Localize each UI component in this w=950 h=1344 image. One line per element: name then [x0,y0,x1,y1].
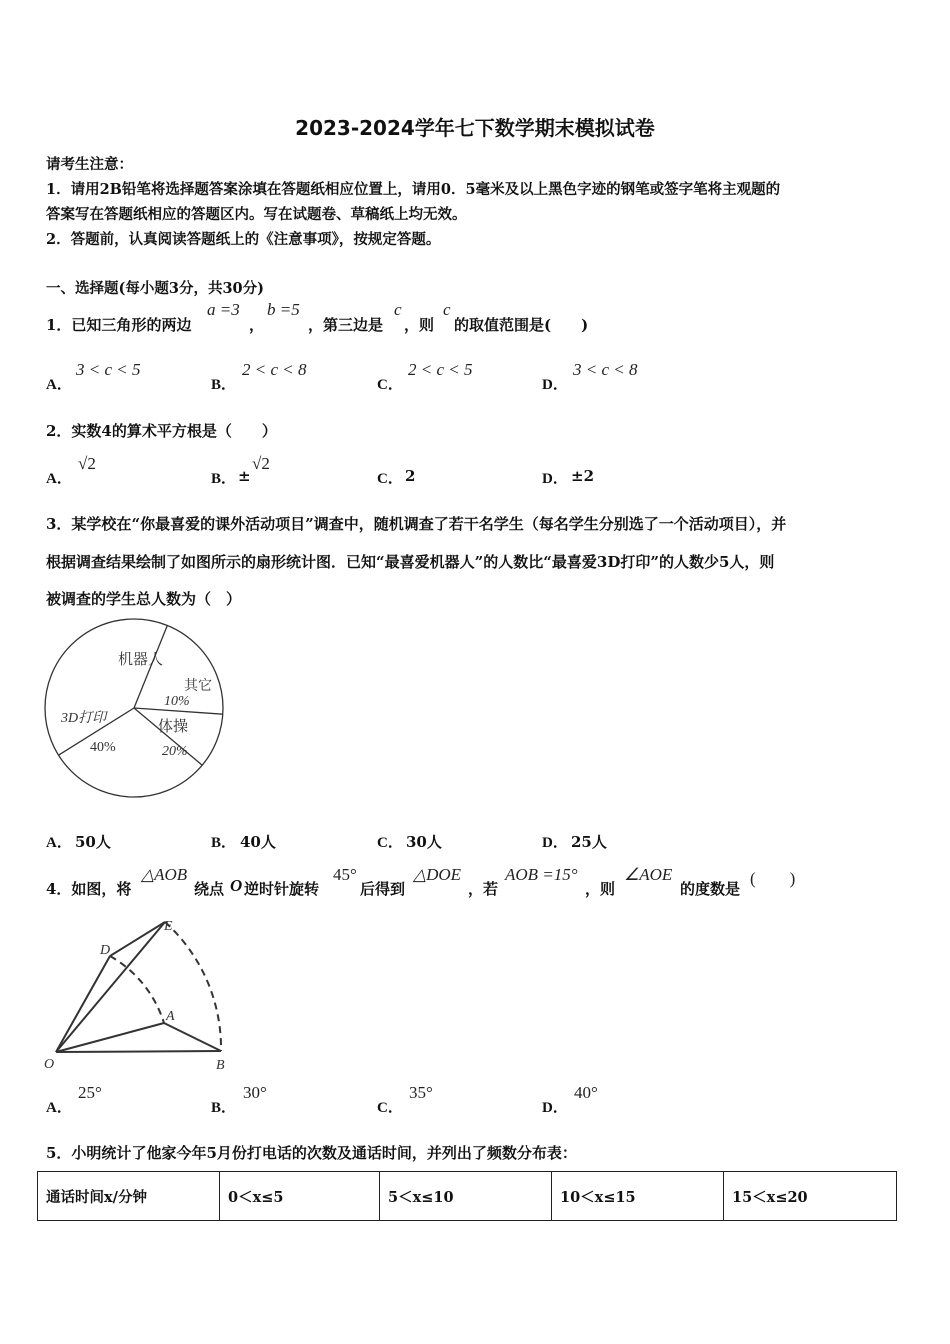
notice-line-2: 答案写在答题纸相应的答题区内。写在试题卷、草稿纸上均无效。 [46,206,467,223]
label-d: D [100,943,111,958]
notice-line-1: 1．请用2B铅笔将选择题答案涂填在答题纸相应位置上，请用0．5毫米及以上黑色字迹的钢笔或签字笔将主观题的 [46,181,781,198]
pie-chart [40,612,235,807]
notice-heading: 请考生注意： [46,156,133,173]
table-cell: 5＜x≤10 [380,1172,552,1221]
q2-option-d-label[interactable]: D． [542,471,568,487]
q4-triangle-aob: △AOB [141,865,188,884]
q3-option-d[interactable]: 25人 [571,833,607,851]
q1-option-b[interactable]: 2 < c < 8 [242,360,307,379]
q1-comma: ， [249,316,265,334]
q1-option-d-label[interactable]: D． [542,377,568,393]
segment-ab [164,1023,221,1051]
table-cell: 0＜x≤5 [220,1172,380,1221]
pie-label-other: 其它 [184,679,212,694]
segment-ob [56,1051,221,1052]
q3-option-a[interactable]: 50人 [75,833,111,851]
q4-rotation-angle: 45° [333,865,357,884]
segment-oa [56,1023,164,1052]
q4-mid-4: ，若 [468,880,499,898]
q1-option-a-label[interactable]: A． [46,377,72,393]
q1-b-value: b =5 [267,300,300,319]
q3-option-c[interactable]: 30人 [406,833,442,851]
segment-de [110,922,165,956]
pie-value-other: 10% [164,694,190,709]
segment-oe [56,922,165,1052]
q1-c-2: c [443,300,451,319]
q4-mid-3: 后得到 [360,880,406,898]
label-o: O [44,1057,55,1072]
table-header-cell: 通话时间x/分钟 [38,1172,220,1221]
section-heading: 一、选择题(每小题3分，共30分) [46,280,264,297]
q4-prefix: 4．如图，将 [46,880,132,898]
pie-label-3d: 3D打印 [61,711,107,726]
q1-prefix: 1．已知三角形的两边 [46,316,192,334]
q2-option-b-pm[interactable]: ± [238,467,251,485]
q4-option-b-label[interactable]: B． [211,1100,237,1116]
table-cell: 10＜x≤15 [552,1172,724,1221]
q4-suffix: 的度数是 [680,880,741,898]
q2-stem: 2．实数4的算术平方根是（ ） [46,422,277,440]
q4-option-a-label[interactable]: A． [46,1100,72,1116]
pie-label-robot: 机器人 [118,652,164,668]
label-e: E [164,919,173,934]
q1-option-d[interactable]: 3 < c < 8 [573,360,638,379]
q2-option-a[interactable]: √2 [78,454,96,473]
q4-angle-aoe: ∠AOE [624,865,673,884]
notice-line-3: 2．答题前，认真阅读答题纸上的《注意事项》，按规定答题。 [46,231,441,248]
q1-mid: ，第三边是 [308,316,384,334]
q2-option-c-label[interactable]: C． [377,471,403,487]
q2-option-b[interactable]: √2 [252,454,270,473]
q2-option-d[interactable]: ±2 [571,467,595,485]
q1-a-value: a =3 [207,300,240,319]
q4-option-c-label[interactable]: C． [377,1100,403,1116]
q1-c-1: c [394,300,402,319]
q2-option-a-label[interactable]: A． [46,471,72,487]
q1-suffix: 的取值范围是( ) [454,316,589,334]
label-b: B [216,1058,225,1073]
q2-option-b-label[interactable]: B． [211,471,237,487]
q4-option-a[interactable]: 25° [78,1083,102,1102]
q3-line-1: 3．某学校在“你最喜爱的课外活动项目”调查中，随机调查了若干名学生（每名学生分别选了一个活动项目），并 [46,515,787,533]
page-title: 2023-2024学年七下数学期末模拟试卷 [295,116,655,140]
q4-mid-2: 逆时针旋转 [244,880,320,898]
q1-option-b-label[interactable]: B． [211,377,237,393]
q3-option-b[interactable]: 40人 [240,833,276,851]
q1-then: ，则 [404,316,435,334]
q3-option-c-label[interactable]: C． [377,835,403,851]
q2-option-c[interactable]: 2 [405,467,416,485]
pie-label-gym: 体操 [158,719,189,735]
table-cell: 15＜x≤20 [724,1172,897,1221]
q3-line-3: 被调查的学生总人数为（ ） [46,590,242,608]
label-a: A [166,1009,175,1024]
arc-eb [165,922,221,1051]
rotation-figure [40,912,240,1074]
q4-angle-aob: AOB =15° [505,865,578,884]
q4-point-o: O [230,876,243,895]
q3-line-2: 根据调查结果绘制了如图所示的扇形统计图．已知“最喜爱机器人”的人数比“最喜爱3D打印”的人数少5人，则 [46,553,775,571]
frequency-table [37,1171,897,1221]
table-row [38,1172,897,1221]
q3-option-b-label[interactable]: B． [211,835,237,851]
q4-mid-5: ，则 [585,880,616,898]
q5-stem: 5．小明统计了他家今年5月份打电话的次数及通话时间，并列出了频数分布表： [46,1144,577,1162]
segment-od [56,956,110,1052]
q4-option-b[interactable]: 30° [243,1083,267,1102]
q4-triangle-doe: △DOE [413,865,462,884]
q1-option-a[interactable]: 3 < c < 5 [76,360,141,379]
q3-option-d-label[interactable]: D． [542,835,568,851]
pie-value-gym: 20% [162,744,188,759]
q4-option-d-label[interactable]: D． [542,1100,568,1116]
pie-value-3d: 40% [90,740,116,755]
q4-option-d[interactable]: 40° [574,1083,598,1102]
arc-da [110,956,164,1023]
q4-mid-1: 绕点 [194,880,225,898]
q1-option-c-label[interactable]: C． [377,377,403,393]
q4-option-c[interactable]: 35° [409,1083,433,1102]
q1-option-c[interactable]: 2 < c < 5 [408,360,473,379]
q4-paren: ( ) [750,869,796,888]
q3-option-a-label[interactable]: A． [46,835,72,851]
